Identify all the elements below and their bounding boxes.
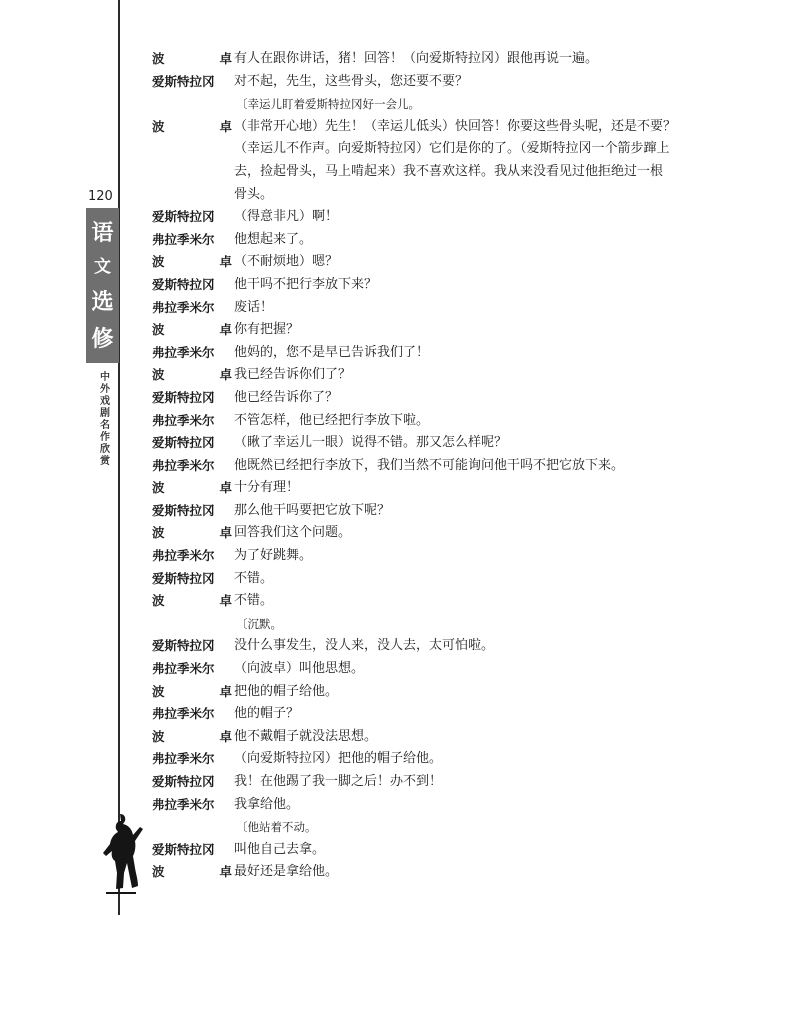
- speech-text: （向爱斯特拉冈）把他的帽子给他。: [234, 751, 443, 767]
- speech-text: （向波卓）叫他思想。: [234, 661, 365, 677]
- speech-text: 〔沉默。: [236, 616, 282, 631]
- speech-text: 叫他自己去拿。: [234, 841, 326, 857]
- speaker-char: 波: [152, 367, 165, 383]
- dialogue-line: [152, 455, 712, 478]
- speaker-spacer: [152, 161, 232, 184]
- tab-char: 选: [91, 288, 114, 315]
- dialogue-line: [152, 342, 712, 365]
- speaker-name: 弗拉季米尔: [152, 661, 215, 677]
- speech-text: 〔幸运儿盯着爱斯特拉冈好一会儿。: [236, 97, 420, 112]
- speaker-name: 弗拉季米尔: [152, 706, 215, 722]
- tab-char: 文: [94, 256, 111, 277]
- speaker-char: 卓: [219, 51, 232, 66]
- speech-text: 把他的帽子给他。: [234, 683, 339, 699]
- speaker-name: 爱斯特拉冈: [152, 502, 215, 518]
- speech-text: （不耐烦地）嗯？: [234, 254, 339, 270]
- speaker-name: 爱斯特拉冈: [152, 276, 215, 292]
- speaker-name: [152, 251, 232, 274]
- stage-direction: [152, 93, 712, 116]
- speaker-name: 爱斯特拉冈: [152, 570, 215, 586]
- dialogue-line: [152, 748, 712, 771]
- speech-text: 有人在跟你讲话，猪！回答！（向爱斯特拉冈）跟他再说一遍。: [234, 51, 599, 66]
- speaker-char: 波: [152, 254, 165, 270]
- dialogue-line: [152, 206, 712, 229]
- dialogue-line: [152, 658, 712, 681]
- speech-text: （瞅了幸运儿一眼）说得不错。那又怎么样呢？: [234, 435, 508, 451]
- speaker-name: [152, 48, 232, 71]
- speaker-char: 卓: [219, 593, 232, 609]
- speaker-char: 波: [152, 864, 165, 880]
- dialogue-line: [152, 229, 712, 252]
- speech-text: 〔他站着不动。: [236, 820, 317, 835]
- speech-text: 他的帽子？: [234, 706, 300, 722]
- speaker-name: 爱斯特拉冈: [152, 841, 215, 857]
- section-tab: [86, 208, 119, 363]
- speaker-name: 弗拉季米尔: [152, 796, 215, 812]
- speech-text: （幸运儿不作声。向爱斯特拉冈）它们是你的了。（爱斯特拉冈一个箭步蹿上: [234, 141, 670, 157]
- speaker-char: 卓: [219, 322, 232, 338]
- speaker-char: 卓: [219, 683, 232, 699]
- speaker-name: [152, 726, 232, 749]
- dialogue-line: [152, 703, 712, 726]
- dialogue-line: [152, 364, 712, 387]
- speaker-char: 波: [152, 683, 165, 699]
- dialogue-line: [152, 48, 712, 71]
- speech-text: 去，捡起骨头，马上啃起来）我不喜欢这样。我从来没看见过他拒绝过一根: [234, 163, 664, 179]
- dialogue-line: [152, 771, 712, 794]
- speaker-name: 弗拉季米尔: [152, 751, 215, 767]
- speaker-char: 卓: [219, 367, 232, 383]
- speaker-name: 弗拉季米尔: [152, 231, 215, 247]
- tab-char: 修: [91, 325, 114, 352]
- speech-text: 十分有理！: [234, 480, 300, 496]
- speaker-char: 卓: [219, 480, 232, 496]
- speech-text: 为了好跳舞。: [234, 548, 313, 564]
- speaker-name: [152, 522, 232, 545]
- speaker-name: [152, 364, 232, 387]
- dialogue-line: [152, 794, 712, 817]
- speech-text: 你有把握？: [234, 322, 300, 338]
- speech-text: 回答我们这个问题。: [234, 525, 352, 541]
- speaker-spacer: [152, 184, 232, 207]
- dialogue-line: [152, 726, 712, 749]
- speech-text: 不错。: [234, 593, 274, 609]
- speech-text: 他既然已经把行李放下，我们当然不可能询问他干吗不把它放下来。: [234, 457, 625, 473]
- dialogue-line: [152, 297, 712, 320]
- speaker-name: 爱斯特拉冈: [152, 389, 215, 405]
- dialogue-continuation: [152, 184, 712, 207]
- speech-text: 不管怎样，他已经把行李放下啦。: [234, 412, 430, 428]
- dialogue-continuation: [152, 161, 712, 184]
- speech-text: 他想起来了。: [234, 231, 313, 247]
- speaker-char: 波: [152, 593, 165, 609]
- speaker-name: 爱斯特拉冈: [152, 209, 215, 225]
- speech-text: 不错。: [234, 570, 274, 586]
- speaker-spacer: [152, 138, 232, 161]
- margin-rule: [118, 0, 120, 915]
- dialogue-line: [152, 681, 712, 704]
- dialogue-line: [152, 319, 712, 342]
- speaker-name: 弗拉季米尔: [152, 457, 215, 473]
- speaker-name: 弗拉季米尔: [152, 412, 215, 428]
- dialogue-line: [152, 387, 712, 410]
- speaker-char: 波: [152, 51, 165, 66]
- speaker-char: 波: [152, 728, 165, 744]
- dialogue-line: [152, 251, 712, 274]
- dialogue-continuation: [152, 138, 712, 161]
- dialogue-line: [152, 274, 712, 297]
- dialogue-line: [152, 545, 712, 568]
- speaker-name: [152, 681, 232, 704]
- dialogue-line: [152, 635, 712, 658]
- speaker-name: 弗拉季米尔: [152, 548, 215, 564]
- series-title: 中外戏剧名作欣赏: [100, 372, 110, 467]
- speech-text: 他妈的，您不是早已告诉我们了！: [234, 344, 430, 360]
- dialogue-line: [152, 861, 712, 884]
- speaker-char: 卓: [219, 118, 232, 134]
- speaker-char: 卓: [219, 864, 232, 880]
- tab-char: 语: [91, 219, 114, 246]
- dialogue-line: [152, 432, 712, 455]
- statue-figure-icon: [96, 808, 146, 894]
- speech-text: 没什么事发生，没人来，没人去，太可怕啦。: [234, 638, 495, 654]
- speaker-name: 爱斯特拉冈: [152, 73, 215, 89]
- speaker-name: 爱斯特拉冈: [152, 435, 215, 451]
- dialogue-line: [152, 71, 712, 94]
- speaker-char: 卓: [219, 728, 232, 744]
- speaker-name: 弗拉季米尔: [152, 344, 215, 360]
- speech-text: 废话！: [234, 299, 274, 315]
- speech-text: 我拿给他。: [234, 796, 300, 812]
- dialogue-line: [152, 590, 712, 613]
- speech-text: 我已经告诉你们了？: [234, 367, 352, 383]
- speech-text: 最好还是拿给他。: [234, 864, 339, 880]
- speaker-char: 波: [152, 118, 165, 134]
- speaker-char: 波: [152, 322, 165, 338]
- dialogue-script: [152, 48, 712, 884]
- speech-text: 他不戴帽子就没法思想。: [234, 728, 378, 744]
- speech-text: 他已经告诉你了？: [234, 389, 339, 405]
- speaker-char: 卓: [219, 525, 232, 541]
- speech-text: 我！在他踢了我一脚之后！办不到！: [234, 774, 443, 789]
- speaker-char: 波: [152, 480, 165, 496]
- speaker-name: 爱斯特拉冈: [152, 638, 215, 654]
- stage-direction: [152, 816, 712, 839]
- speaker-name: [152, 477, 232, 500]
- speaker-name: [152, 861, 232, 884]
- speaker-name: 爱斯特拉冈: [152, 774, 215, 789]
- speaker-char: 波: [152, 525, 165, 541]
- speech-text: （得意非凡）啊！: [234, 209, 339, 225]
- speech-text: （非常开心地）先生！（幸运儿低头）快回答！你要这些骨头呢，还是不要？: [234, 118, 677, 134]
- speaker-name: [152, 116, 232, 139]
- speech-text: 对不起，先生，这些骨头，您还要不要？: [234, 73, 469, 89]
- dialogue-line: [152, 522, 712, 545]
- dialogue-line: [152, 116, 712, 139]
- speaker-name: [152, 319, 232, 342]
- dialogue-line: [152, 410, 712, 433]
- dialogue-line: [152, 568, 712, 591]
- dialogue-line: [152, 477, 712, 500]
- speaker-char: 卓: [219, 254, 232, 270]
- page-number: 120: [88, 189, 113, 204]
- stage-direction: [152, 613, 712, 636]
- dialogue-line: [152, 839, 712, 862]
- speaker-name: 弗拉季米尔: [152, 299, 215, 315]
- speech-text: 他干吗不把行李放下来？: [234, 276, 378, 292]
- speech-text: 那么他干吗要把它放下呢？: [234, 502, 391, 518]
- dialogue-line: [152, 500, 712, 523]
- speech-text: 骨头。: [234, 186, 274, 202]
- speaker-name: [152, 590, 232, 613]
